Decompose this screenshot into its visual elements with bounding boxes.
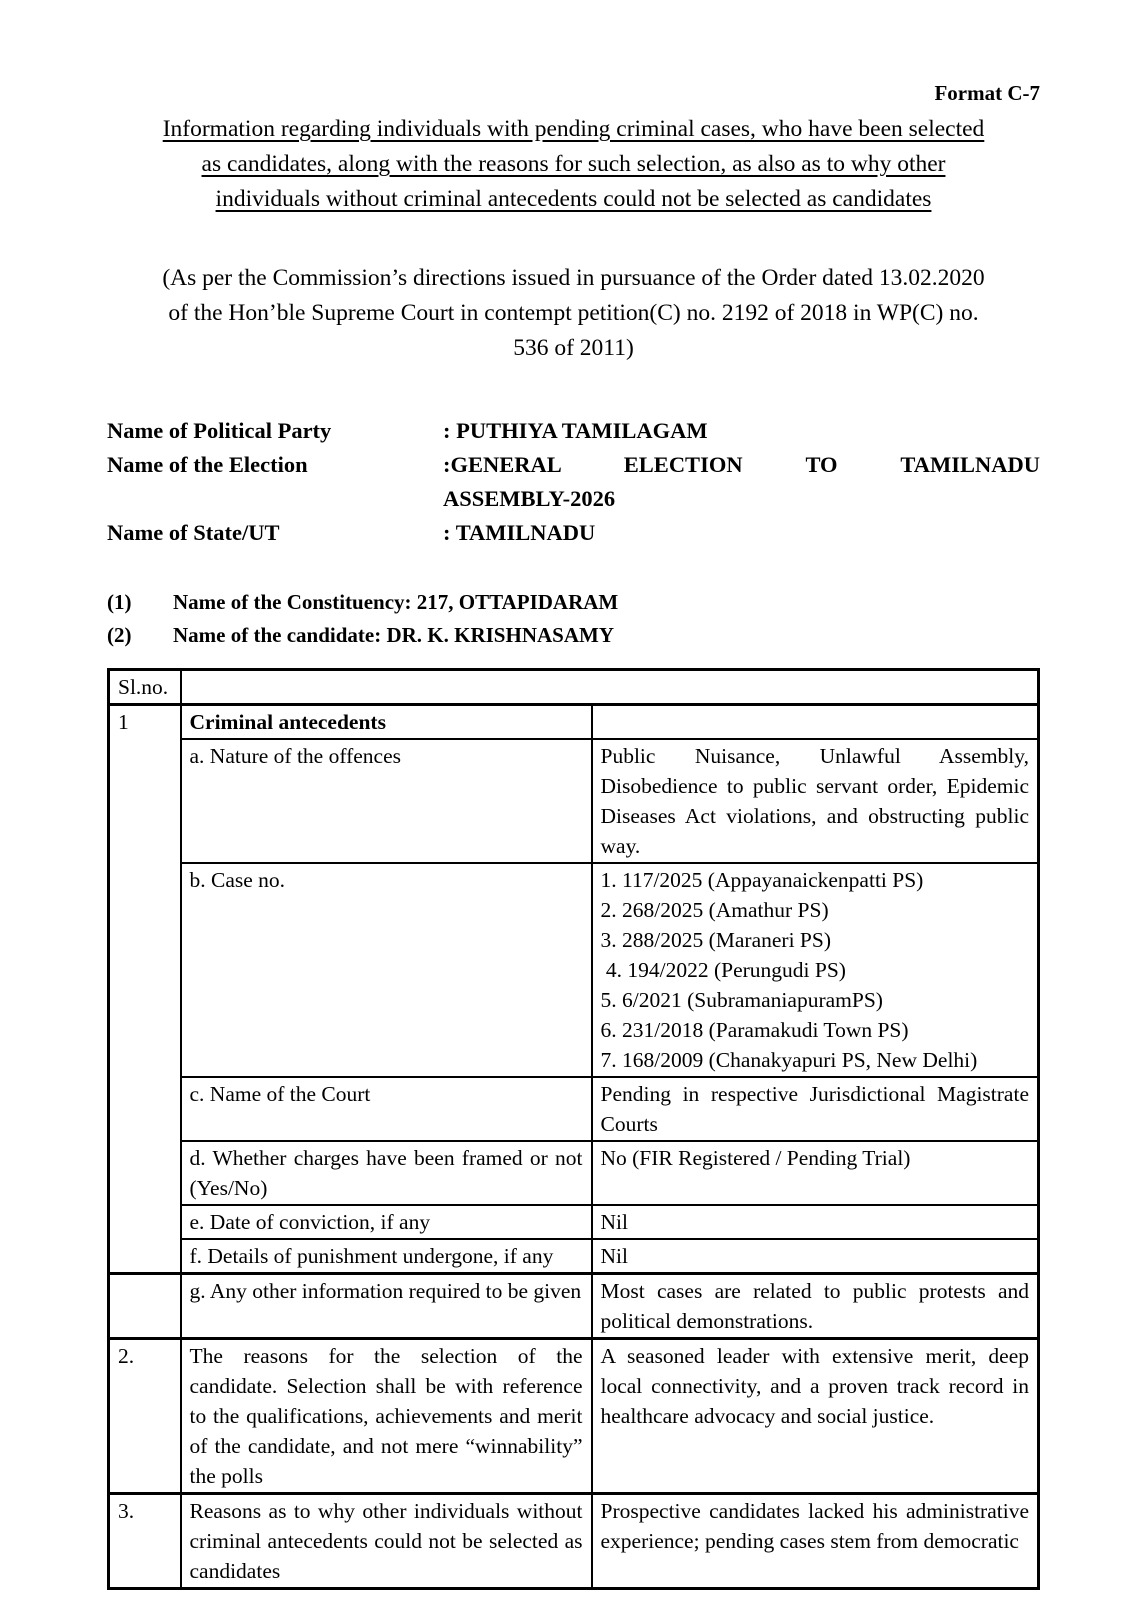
case-line-3: 3. 288/2025 (Maraneri PS) [600, 928, 831, 952]
why-not-others-label: Reasons as to why other individuals without criminal antecedents could not be selected as candidates [181, 1494, 592, 1589]
court-name-row [109, 1077, 1039, 1141]
election-name-value-line-1: :GENERAL ELECTION TO TAMILNADU [443, 452, 1040, 477]
election-name-value-line-2: ASSEMBLY-2026 [443, 486, 616, 511]
charges-framed-row [109, 1141, 1039, 1205]
case-no-value [592, 863, 1039, 1077]
case-line-5: 5. 6/2021 (SubramaniapuramPS) [600, 988, 883, 1012]
nature-of-offences-label: a. Nature of the offences [181, 739, 592, 863]
constituency-number: (1) [107, 590, 132, 614]
commission-order-note-line-2: of the Hon’ble Supreme Court in contempt petition(C) no. 2192 of 2018 in WP(C) no. [168, 300, 979, 326]
criminal-antecedents-empty-value [592, 705, 1039, 740]
election-name-row [107, 448, 1040, 516]
candidate-number: (2) [107, 623, 132, 647]
table-header-row [109, 670, 1039, 705]
format-label: Format C-7 [934, 81, 1040, 105]
punishment-details-row [109, 1239, 1039, 1274]
state-name-label: Name of State/UT [107, 520, 280, 545]
sl-no-1-cell: 1 [109, 705, 181, 1274]
case-line-1: 1. 117/2025 (Appayanaickenpatti PS) [600, 868, 924, 892]
case-line-7: 7. 168/2009 (Chanakyapuri PS, New Delhi) [600, 1048, 978, 1072]
other-information-value: Most cases are related to public protests and political demonstrations. [592, 1274, 1039, 1339]
court-name-label: c. Name of the Court [181, 1077, 592, 1141]
criminal-antecedents-row [109, 705, 1039, 740]
sl-no-2-cell: 2. [109, 1339, 181, 1494]
criminal-antecedents-heading: Criminal antecedents [181, 705, 592, 740]
charges-framed-value: No (FIR Registered / Pending Trial) [592, 1141, 1039, 1205]
conviction-date-row [109, 1205, 1039, 1239]
document-title-line-2: as candidates, along with the reasons for such selection, as also as to why other [201, 151, 946, 177]
case-no-row [109, 863, 1039, 1077]
sl-no-header-cell: Sl.no. [109, 670, 181, 705]
conviction-date-value: Nil [592, 1205, 1039, 1239]
selection-reasons-row [109, 1339, 1039, 1494]
case-line-4: 4. 194/2022 (Perungudi PS) [600, 958, 846, 982]
election-meta [107, 414, 1040, 550]
candidate-particulars [107, 586, 1040, 652]
charges-framed-label: d. Whether charges have been framed or not (Yes/No) [181, 1141, 592, 1205]
case-no-label: b. Case no. [181, 863, 592, 1077]
commission-order-note-line-3: 536 of 2011) [513, 335, 634, 361]
case-line-2: 2. 268/2025 (Amathur PS) [600, 898, 829, 922]
selection-reasons-label: The reasons for the selection of the candidate. Selection shall be with reference to the qualifications, achievements and merit of the candidate, and not mere “winnability” the polls [181, 1339, 592, 1494]
document-title [107, 112, 1040, 217]
commission-order-note [107, 261, 1040, 366]
constituency-text: Name of the Constituency: 217, OTTAPIDARAM [173, 590, 619, 614]
document-title-line-3: individuals without criminal antecedents could not be selected as candidates [215, 186, 932, 212]
court-name-value: Pending in respective Jurisdictional Magistrate Courts [592, 1077, 1039, 1141]
why-not-others-row [109, 1494, 1039, 1589]
other-information-label: g. Any other information required to be given [181, 1274, 592, 1339]
selection-reasons-value: A seasoned leader with extensive merit, deep local connectivity, and a proven track record in healthcare advocacy and social justice. [592, 1339, 1039, 1494]
criminal-antecedents-table [107, 668, 1040, 1590]
party-name-row [107, 414, 1040, 448]
punishment-details-value: Nil [592, 1239, 1039, 1274]
commission-order-note-line-1: (As per the Commission’s directions issued in pursuance of the Order dated 13.02.2020 [162, 265, 985, 291]
constituency-row [107, 586, 1040, 619]
party-name-label: Name of Political Party [107, 418, 332, 443]
other-information-row [109, 1274, 1039, 1339]
nature-of-offences-value: Public Nuisance, Unlawful Assembly, Disobedience to public servant order, Epidemic Diseases Act violations, and obstructing public way. [592, 739, 1039, 863]
conviction-date-label: e. Date of conviction, if any [181, 1205, 592, 1239]
sl-no-empty-cell [109, 1274, 181, 1339]
case-line-6: 6. 231/2018 (Paramakudi Town PS) [600, 1018, 909, 1042]
candidate-text: Name of the candidate: DR. K. KRISHNASAMY [173, 623, 614, 647]
party-name-value: : PUTHIYA TAMILAGAM [443, 418, 708, 443]
election-name-value [443, 448, 1040, 516]
why-not-others-value: Prospective candidates lacked his administrative experience; pending cases stem from democratic [592, 1494, 1039, 1589]
election-name-label: Name of the Election [107, 452, 308, 477]
punishment-details-label: f. Details of punishment undergone, if any [181, 1239, 592, 1274]
header-empty-cell [181, 670, 1039, 705]
nature-of-offences-row [109, 739, 1039, 863]
state-name-row [107, 516, 1040, 550]
document-title-line-1: Information regarding individuals with pending criminal cases, who have been selected [162, 116, 985, 142]
state-name-value: : TAMILNADU [443, 520, 596, 545]
candidate-row [107, 619, 1040, 652]
sl-no-3-cell: 3. [109, 1494, 181, 1589]
